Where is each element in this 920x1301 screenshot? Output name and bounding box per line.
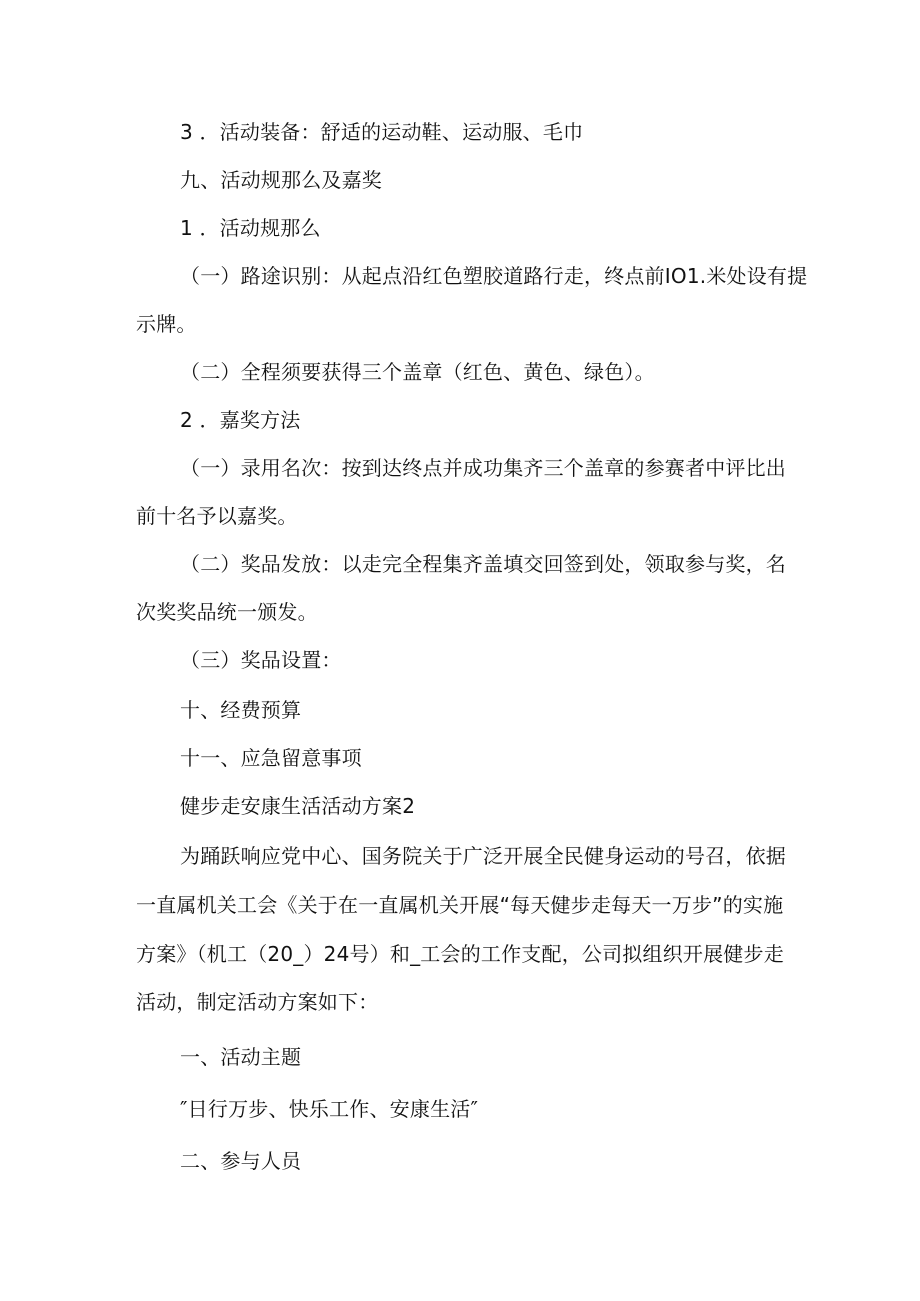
intro-paragraph-line-3: 方案》（机工（20_）24号）和_工会的工作支配，公司拟组织开展健步走 (136, 942, 784, 966)
intro-paragraph-line-1: 为踊跃响应党中心、国务院关于广泛开展全民健身运动的号召，依据 (180, 844, 786, 868)
subheading-award-method: 2 ．嘉奖方法 (180, 408, 301, 432)
intro-paragraph-line-4: 活动，制定活动方案如下： (136, 990, 379, 1014)
equipment-item: 3 ．活动装备：舒适的运动鞋、运动服、毛巾 (180, 120, 584, 144)
award-setting-item: （三）奖品设置： (180, 648, 342, 672)
section-heading-theme: 一、活动主题 (180, 1045, 302, 1069)
section-heading-budget: 十、经费预算 (180, 698, 302, 722)
award-ranking-paragraph: （一）录用名次：按到达终点并成功集齐三个盖章的参赛者中评比出 (180, 456, 786, 480)
subheading-rules: 1 ．活动规那么 (180, 216, 321, 240)
award-distribution-continuation: 次奖奖品统一颁发。 (136, 600, 318, 624)
plan-title: 健步走安康生活活动方案2 (180, 794, 416, 818)
theme-slogan: ″日行万步、快乐工作、安康生活″ (180, 1097, 479, 1121)
section-heading-rules-awards: 九、活动规那么及嘉奖 (180, 168, 382, 192)
award-ranking-continuation: 前十名予以嘉奖。 (136, 504, 298, 528)
rule-route-continuation: 示牌。 (136, 312, 197, 336)
award-distribution-paragraph: （二）奖品发放：以走完全程集齐盖填交回签到处，领取参与奖，名 (180, 552, 786, 576)
rule-route-paragraph: （一）路途识别：从起点沿红色塑胶道路行走，终点前IO1.米处设有提 (180, 264, 808, 288)
rule-stamps-paragraph: （二）全程须要获得三个盖章（红色、黄色、绿色）。 (180, 360, 655, 384)
intro-paragraph-line-2: 一直属机关工会《关于在一直属机关开展“每天健步走每天一万步”的实施 (136, 893, 784, 917)
section-heading-participants: 二、参与人员 (180, 1149, 302, 1173)
section-heading-emergency: 十一、应急留意事项 (180, 746, 362, 770)
